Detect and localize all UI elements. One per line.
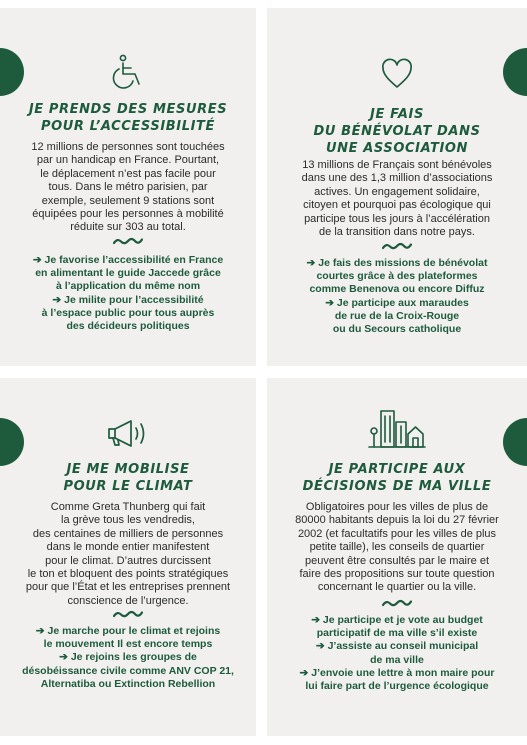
- card-body: 12 millions de personnes sont touchées par un handicap en France. Pourtant, le déplacement n’est pas facile pour tous. Dans le métro parisien, par exemple, seulement 9 stations sont équipées pour les personnes à mobilité réduite sur 303 au total.: [31, 141, 225, 234]
- megaphone-icon: [0, 414, 256, 454]
- wave-divider: [0, 610, 256, 618]
- wave-divider: [267, 599, 527, 607]
- card-title: JE ME MOBILISE POUR LE CLIMAT: [63, 462, 193, 494]
- card-actions: ➔ Je fais des missions de bénévolat courtes grâce à des plateformes comme Benenova ou encore Diffuz ➔ Je participe aux maraudes de rue de la Croix-Rouge ou du Secours catholique: [306, 257, 488, 336]
- card-title: JE FAIS DU BÉNÉVOLAT DANS UNE ASSOCIATION: [313, 107, 481, 156]
- card-actions: ➔ Je marche pour le climat et rejoins le mouvement Il est encore temps ➔ Je rejoins les groupes de désobéissance civile comme ANV COP 21, Alternatiba ou Extinction Rebellion: [22, 625, 234, 690]
- card-title: JE PARTICIPE AUX DÉCISIONS DE MA VILLE: [302, 462, 492, 494]
- accessibility-card: [0, 8, 256, 366]
- card-body: Obligatoires pour les villes de plus de 80000 habitants depuis la loi du 27 février 2002 (et facultatifs pour les villes de plus petite taille), les conseils de quartier peuvent être consultés par le maire et faire des propositions sur toute question concernant le quartier ou la ville.: [295, 501, 499, 594]
- card-body: 13 millions de Français sont bénévoles dans une des 1,3 million d’associations actives. Un engagement solidaire, citoyen et pourquoi pas écologique qui participe tous les jours à l’accélération de la transition dans notre pays.: [301, 159, 493, 239]
- card-title: JE PRENDS DES MESURES POUR L’ACCESSIBILITÉ: [28, 102, 228, 134]
- city-decisions-card: [267, 378, 527, 736]
- card-actions: ➔ Je participe et je vote au budget participatif de ma ville s’il existe ➔ J’assiste au conseil municipal de ma ville ➔ J’envoie une lettre à mon maire pour lui faire part de l’urgence écologique: [299, 614, 495, 693]
- climate-mobilization-card: [0, 378, 256, 736]
- wheelchair-icon: [0, 52, 256, 92]
- wave-divider: [267, 242, 527, 250]
- wave-divider: [0, 237, 256, 245]
- city-icon: [267, 408, 527, 450]
- card-body: Comme Greta Thunberg qui fait la grève tous les vendredis, des centaines de milliers de personnes dans le monde entier manifestent pour le climat. D’autres durcissent le ton et bloquent des points stratégiques pour que l’État et les entreprises prennent conscience de l’urgence.: [25, 501, 231, 607]
- volunteering-card: [267, 8, 527, 366]
- heart-icon: [267, 58, 527, 90]
- card-actions: ➔ Je favorise l’accessibilité en France en alimentant le guide Jaccede grâce à l’application du même nom ➔ Je milite pour l’accessibilité à l’espace public pour tous auprès des décideurs politiques: [32, 254, 224, 333]
